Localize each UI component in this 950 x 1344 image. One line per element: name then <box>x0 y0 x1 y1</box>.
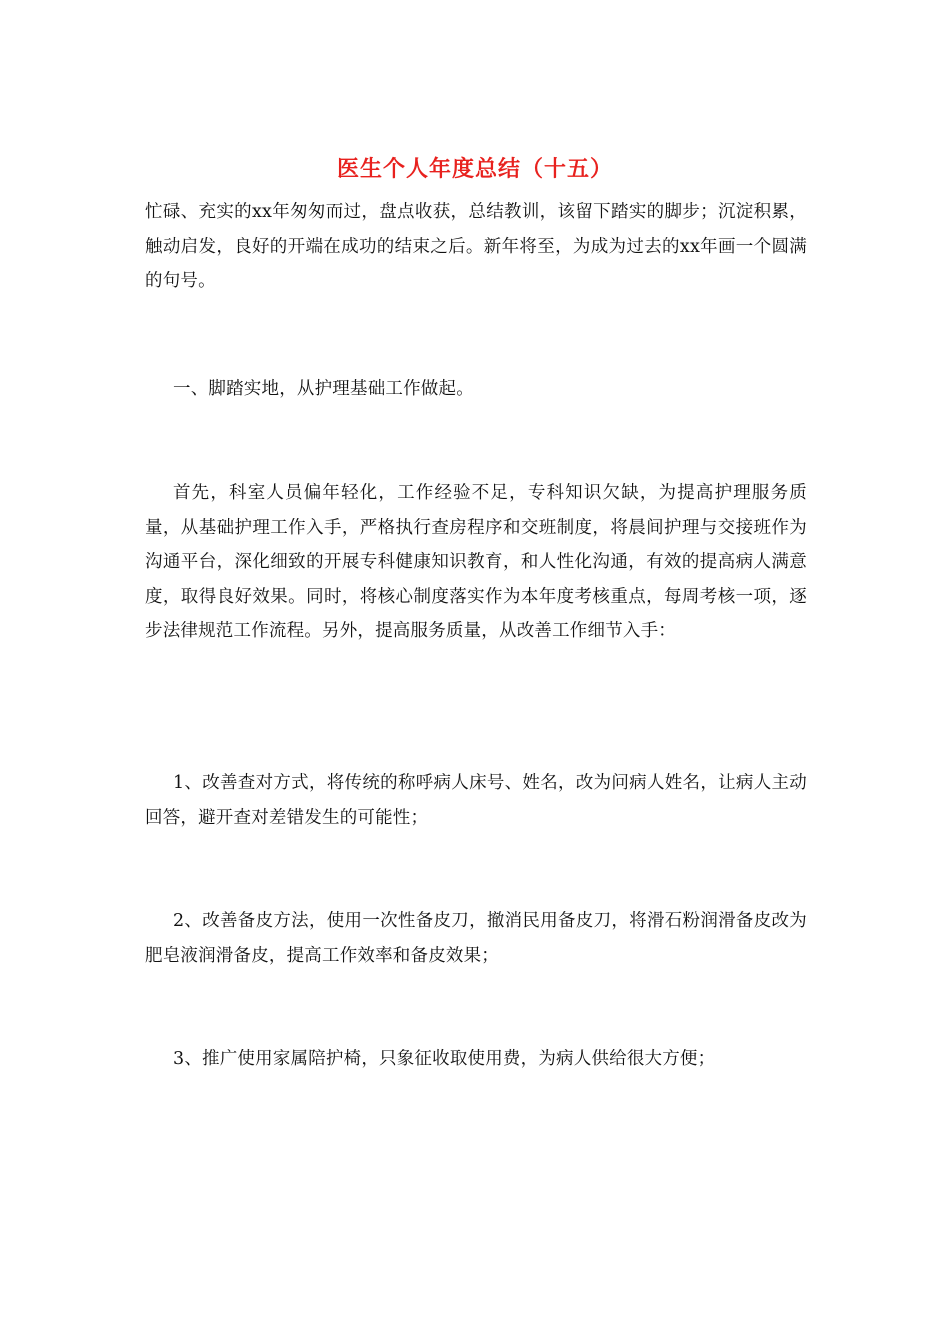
body-paragraph: 首先，科室人员偏年轻化，工作经验不足，专科知识欠缺，为提高护理服务质量，从基础护理工作入手，严格执行查房程序和交班制度，将晨间护理与交接班作为沟通平台，深化细致的开展专科健康知识教育，和人性化沟通，有效的提高病人满意度，取得良好效果。同时，将核心制度落实作为本年度考核重点，每周考核一项，逐步法律规范工作流程。另外，提高服务质量，从改善工作细节入手： <box>145 483 807 641</box>
list-item-3: 3、推广使用家属陪护椅，只象征收取使用费，为病人供给很大方便； <box>173 1049 716 1069</box>
section-heading-1: 一、脚踏实地，从护理基础工作做起。 <box>173 379 474 399</box>
list-item-1: 1、改善查对方式，将传统的称呼病人床号、姓名，改为问病人姓名，让病人主动回答，避开查对差错发生的可能性； <box>145 773 807 828</box>
intro-paragraph: 忙碌、充实的xx年匆匆而过，盘点收获，总结教训，该留下踏实的脚步；沉淀积累，触动启发，良好的开端在成功的结束之后。新年将至，为成为过去的xx年画一个圆满的句号。 <box>145 202 807 291</box>
page-title: 医生个人年度总结（十五） <box>336 156 613 182</box>
list-item-2: 2、改善备皮方法，使用一次性备皮刀，撤消民用备皮刀，将滑石粉润滑备皮改为肥皂液润滑备皮，提高工作效率和备皮效果； <box>145 911 807 966</box>
